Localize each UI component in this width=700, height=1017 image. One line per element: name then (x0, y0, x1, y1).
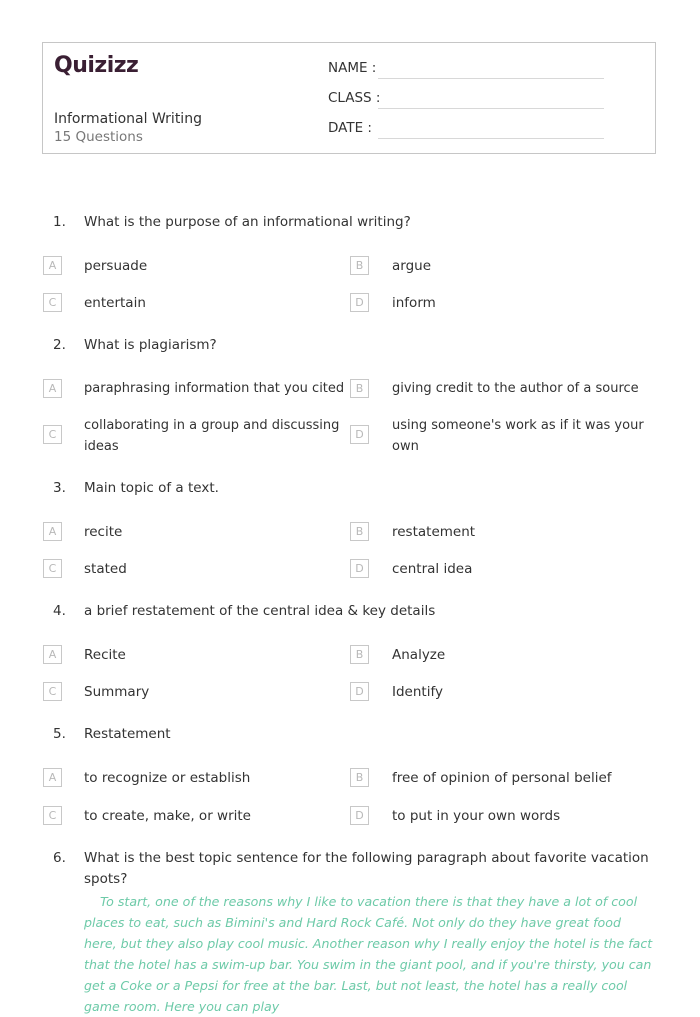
option-text: restatement (392, 524, 476, 540)
option-text: free of opinion of personal belief (392, 770, 612, 786)
option-letter-box: B (350, 379, 369, 398)
question-text: Restatement (84, 726, 171, 742)
question-count: 15 Questions (54, 129, 143, 145)
question-number: 3. (53, 480, 66, 496)
date-label: DATE : (328, 120, 372, 136)
option-letter-box: A (43, 256, 62, 275)
question-number: 1. (53, 214, 66, 230)
option-letter-box: C (43, 293, 62, 312)
option-letter-box: C (43, 682, 62, 701)
option-letter-box: B (350, 522, 369, 541)
option-letter-box: B (350, 256, 369, 275)
option-letter-box: D (350, 425, 369, 444)
question-number: 4. (53, 603, 66, 619)
option-text: stated (84, 561, 127, 577)
option-text: persuade (84, 258, 148, 274)
option-letter-box: C (43, 806, 62, 825)
name-field (328, 60, 376, 76)
option-text: Recite (84, 647, 126, 663)
question-number: 2. (53, 337, 66, 353)
option-text: using someone's work as if it was your own (392, 418, 644, 454)
option-letter-box: C (43, 425, 62, 444)
option-text: Identify (392, 684, 443, 700)
question-text: Main topic of a text. (84, 480, 219, 496)
option-text: to create, make, or write (84, 808, 251, 824)
name-line (378, 78, 604, 79)
option-letter-box: D (350, 806, 369, 825)
option-letter-box: D (350, 682, 369, 701)
option-letter-box: C (43, 559, 62, 578)
option-text: to recognize or establish (84, 770, 251, 786)
option-letter-box: A (43, 768, 62, 787)
question-number: 5. (53, 726, 66, 742)
question-text: What is the best topic sentence for the following paragraph about favorite vacation spots? (84, 850, 649, 887)
name-label: NAME : (328, 60, 377, 76)
option-text: collaborating in a group and discussing ideas (84, 418, 340, 454)
question-text: What is the purpose of an informational writing? (84, 214, 411, 230)
question-text: What is plagiarism? (84, 337, 217, 353)
option-letter-box: B (350, 645, 369, 664)
date-field (328, 120, 372, 136)
option-text: paraphrasing information that you cited (84, 381, 345, 396)
option-text: argue (392, 258, 432, 274)
class-line (378, 108, 604, 109)
question-number: 6. (53, 850, 66, 866)
option-letter-box: D (350, 293, 369, 312)
option-text: giving credit to the author of a source (392, 381, 639, 396)
option-text: central idea (392, 561, 473, 577)
option-text: Analyze (392, 647, 446, 663)
quizizz-logo: Quizizz (54, 53, 139, 78)
option-letter-box: A (43, 379, 62, 398)
reading-passage: To start, one of the reasons why I like to vacation there is that they have a lot of cool places to eat, such as Bimini's and Hard Rock Café. Not only do they have great food here, but they also play cool music. Another reason why I really enjoy the hotel is the fact that the hotel has a swim-up bar. You swim in the giant pool, and if you're thirsty, you can get a Coke or a Pepsi for free at the bar. Last, but not least, the hotel has a really cool game room. Here you can play (84, 894, 653, 1014)
option-text: Summary (84, 684, 150, 700)
option-text: entertain (84, 295, 146, 311)
option-letter-box: B (350, 768, 369, 787)
date-line (378, 138, 604, 139)
option-text: inform (392, 295, 436, 311)
worksheet-title: Informational Writing (54, 111, 202, 127)
question-text: a brief restatement of the central idea & key details (84, 603, 436, 619)
option-text: recite (84, 524, 123, 540)
option-letter-box: A (43, 645, 62, 664)
option-letter-box: A (43, 522, 62, 541)
class-field (328, 90, 380, 106)
option-letter-box: D (350, 559, 369, 578)
option-text: to put in your own words (392, 808, 561, 824)
class-label: CLASS : (328, 90, 381, 106)
